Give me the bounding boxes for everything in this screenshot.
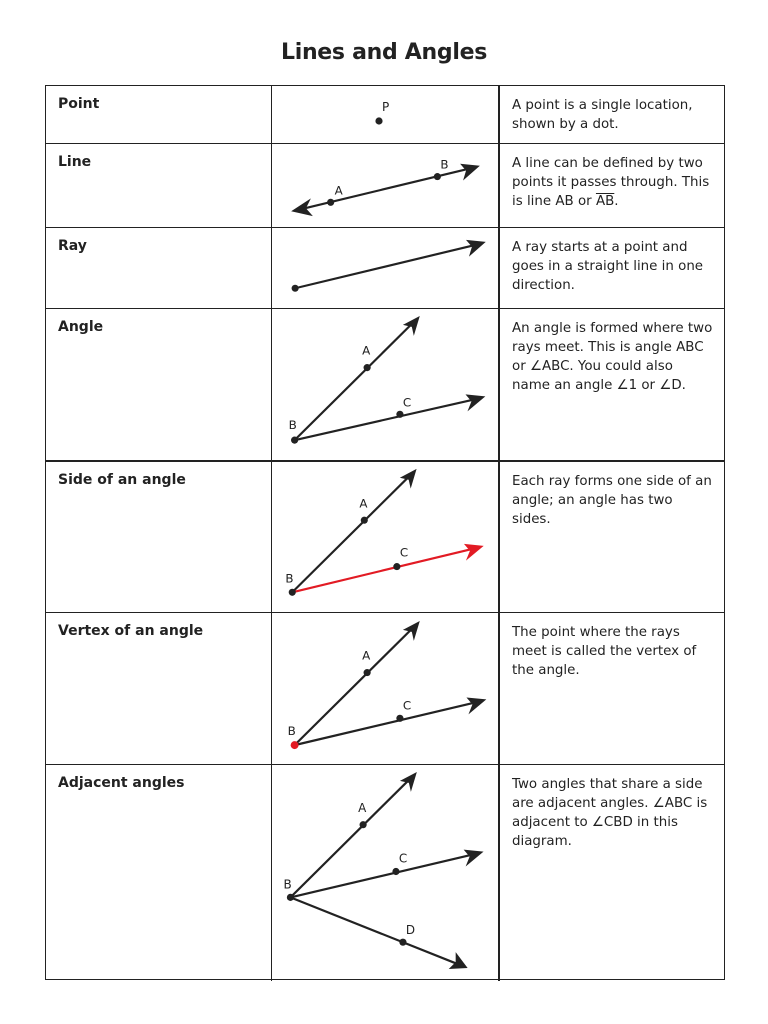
ray-ba xyxy=(295,629,412,745)
ray-endpoint-dot xyxy=(292,285,299,292)
point-a-dot xyxy=(361,517,368,524)
point-a-label: A xyxy=(362,648,371,663)
ray-diagram xyxy=(272,228,500,308)
point-c-dot xyxy=(392,868,399,875)
description-adjacent-angles: Two angles that share a side are adjacent angles. ∠ABC is adjacent to ∠CBD in this diagram. xyxy=(512,777,708,849)
page-title: Lines and Angles xyxy=(280,40,487,65)
description-vertex-of-angle: The point where the rays meet is called the vertex of the angle. xyxy=(512,625,697,678)
term-angle: Angle xyxy=(46,309,272,460)
arrowhead-right-icon xyxy=(460,164,480,181)
figure-adjacent-angles xyxy=(272,765,500,981)
vertex-b-dot xyxy=(291,437,298,444)
ray-ba xyxy=(290,780,408,897)
point-a-dot xyxy=(327,199,334,206)
arrowhead-c-icon xyxy=(466,697,486,714)
point-a-label: A xyxy=(334,183,343,198)
table-row-point xyxy=(46,86,724,143)
figure-ray xyxy=(272,228,500,308)
term-adjacent-angles: Adjacent angles xyxy=(46,765,272,981)
table-row-angle xyxy=(46,308,724,460)
term-line: Line xyxy=(46,144,272,227)
figure-line xyxy=(272,144,500,227)
point-p-label: P xyxy=(382,100,390,114)
table-row-line xyxy=(46,143,724,227)
table-row-side-of-angle xyxy=(46,460,724,612)
arrowhead-a-icon xyxy=(403,316,420,336)
adjacent-angles-diagram xyxy=(272,765,500,981)
point-p-dot xyxy=(375,117,382,124)
point-d-label: D xyxy=(405,923,416,938)
vertex-of-angle-diagram xyxy=(272,613,500,764)
ray-ba xyxy=(295,324,412,440)
line-ab xyxy=(301,169,469,210)
ray-bc xyxy=(295,702,476,745)
vertex-b-dot xyxy=(287,894,294,901)
description-line xyxy=(500,144,724,227)
point-a-label: A xyxy=(358,800,367,815)
figure-angle xyxy=(272,309,500,460)
term-ray: Ray xyxy=(46,228,272,308)
ray-bc xyxy=(295,399,475,440)
point-diagram xyxy=(272,86,500,143)
point-d-dot xyxy=(399,939,406,946)
description-ray: A ray starts at a point and goes in a straight line in one direction. xyxy=(512,240,704,293)
point-c-label: C xyxy=(399,545,409,560)
arrowhead-a-icon xyxy=(400,469,417,489)
point-c-label: C xyxy=(398,851,408,866)
table-row-adjacent-angles xyxy=(46,764,724,981)
point-b-dot xyxy=(434,173,441,180)
arrowhead-a-icon xyxy=(400,772,417,792)
highlighted-side-bc xyxy=(292,549,473,592)
ray-line xyxy=(295,245,476,288)
table-row-vertex-of-angle xyxy=(46,612,724,764)
vertex-b-label: B xyxy=(287,724,296,739)
point-c-label: C xyxy=(402,698,412,713)
arrowhead-c-icon xyxy=(464,850,484,867)
point-a-label: A xyxy=(359,496,368,511)
arrowhead-a-icon xyxy=(403,621,420,641)
ray-bc xyxy=(290,855,472,898)
side-of-angle-diagram xyxy=(272,462,500,612)
vertex-b-label: B xyxy=(283,877,292,892)
point-c-label: C xyxy=(402,395,412,410)
term-point: Point xyxy=(46,86,272,143)
point-a-dot xyxy=(364,364,371,371)
vertex-b-label: B xyxy=(288,418,297,433)
point-c-dot xyxy=(396,715,403,722)
point-a-label: A xyxy=(362,343,371,358)
figure-point xyxy=(272,86,500,143)
table-row-ray xyxy=(46,227,724,308)
description-line-notation: $\overline{AB}$ xyxy=(595,194,615,209)
highlighted-vertex-b-dot xyxy=(291,741,299,749)
description-point: A point is a single location, shown by a dot. xyxy=(512,98,693,132)
point-a-dot xyxy=(360,821,367,828)
arrowhead-c-icon xyxy=(465,394,485,411)
vertex-b-dot xyxy=(289,589,296,596)
point-c-dot xyxy=(396,411,403,418)
description-line-text: A line can be defined by two points it passes through. This is line AB or xyxy=(512,156,710,209)
term-side-of-angle: Side of an angle xyxy=(46,462,272,612)
description-line-period: . xyxy=(614,194,619,209)
figure-vertex-of-angle xyxy=(272,613,500,764)
angle-diagram xyxy=(272,309,500,460)
ray-bd xyxy=(290,897,457,964)
line-diagram xyxy=(272,144,500,227)
definitions-table xyxy=(45,85,725,980)
description-side-of-angle: Each ray forms one side of an angle; an angle has two sides. xyxy=(512,474,712,527)
ray-ba xyxy=(292,477,408,592)
description-angle: An angle is formed where two rays meet. This is angle ABC or ∠ABC. You could also name an angle ∠1 or ∠D. xyxy=(512,321,713,393)
vertex-b-label: B xyxy=(285,571,294,586)
arrowhead-c-icon xyxy=(464,544,484,561)
point-c-dot xyxy=(393,563,400,570)
figure-side-of-angle xyxy=(272,462,500,612)
point-b-label: B xyxy=(440,157,449,172)
point-a-dot xyxy=(364,669,371,676)
term-vertex-of-angle: Vertex of an angle xyxy=(46,613,272,764)
arrowhead-icon xyxy=(466,240,486,257)
